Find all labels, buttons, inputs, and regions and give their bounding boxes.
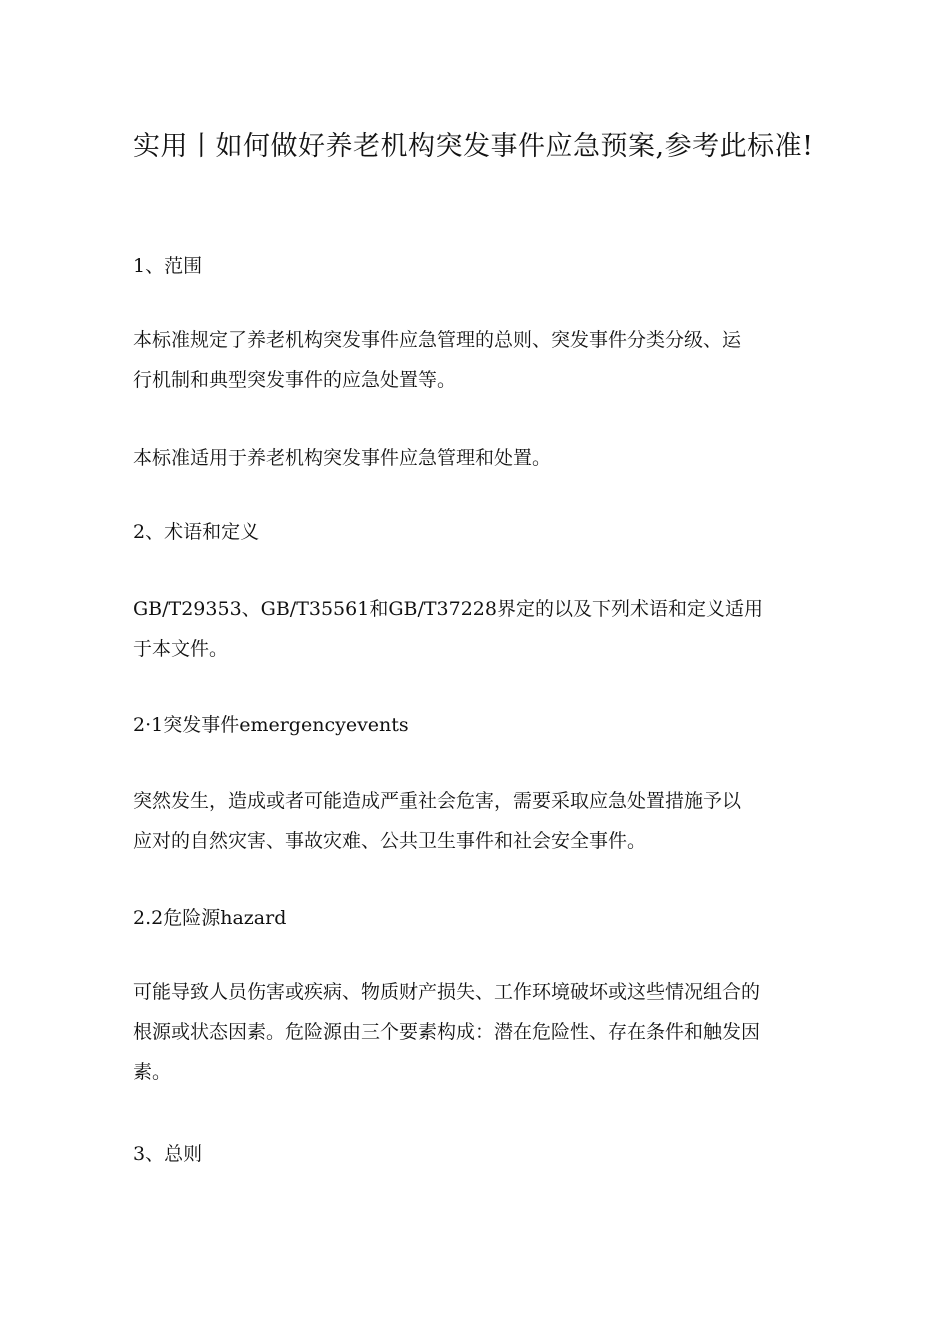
term-heading-emergency-events	[133, 705, 823, 745]
text-line: 根源或状态因素。危险源由三个要素构成：潜在危险性、存在条件和触发因	[133, 1021, 761, 1043]
section-heading-general-principles	[133, 1134, 823, 1174]
text-line: 本标准适用于养老机构突发事件应急管理和处置。	[133, 447, 552, 469]
text-line: 于本文件。	[133, 638, 229, 660]
document-title: 实用丨如何做好养老机构突发事件应急预案,参考此标准!	[133, 131, 814, 162]
text-line: 3、总则	[133, 1143, 203, 1165]
text-line: 行机制和典型突发事件的应急处置等。	[133, 369, 457, 391]
text-line: 应对的自然灾害、事故灾难、公共卫生事件和社会安全事件。	[133, 830, 647, 852]
text-line: 1、范围	[133, 255, 203, 277]
paragraph-hazard-definition	[133, 972, 823, 1092]
text-line: 突然发生，造成或者可能造成严重社会危害，需要采取应急处置措施予以	[133, 790, 742, 812]
section-heading-terms	[133, 512, 823, 552]
term-heading-hazard	[133, 898, 823, 938]
text-line: 可能导致人员伤害或疾病、物质财产损失、工作环境破坏或这些情况组合的	[133, 981, 761, 1003]
text-line: 素。	[133, 1061, 172, 1083]
section-heading-scope	[133, 246, 823, 286]
text-line: 2.2危险源hazard	[133, 907, 287, 929]
paragraph-scope-applicability	[133, 438, 823, 478]
paragraph-emergency-events-definition	[133, 781, 823, 861]
text-line: 2·1突发事件emergencyevents	[133, 714, 409, 736]
text-line: 本标准规定了养老机构突发事件应急管理的总则、突发事件分类分级、运	[133, 329, 742, 351]
paragraph-terms-reference	[133, 589, 823, 669]
paragraph-scope-definition	[133, 320, 823, 400]
text-line: 2、术语和定义	[133, 521, 260, 543]
text-line: GB/T29353、GB/T35561和GB/T37228界定的以及下列术语和定义适用	[133, 598, 763, 620]
